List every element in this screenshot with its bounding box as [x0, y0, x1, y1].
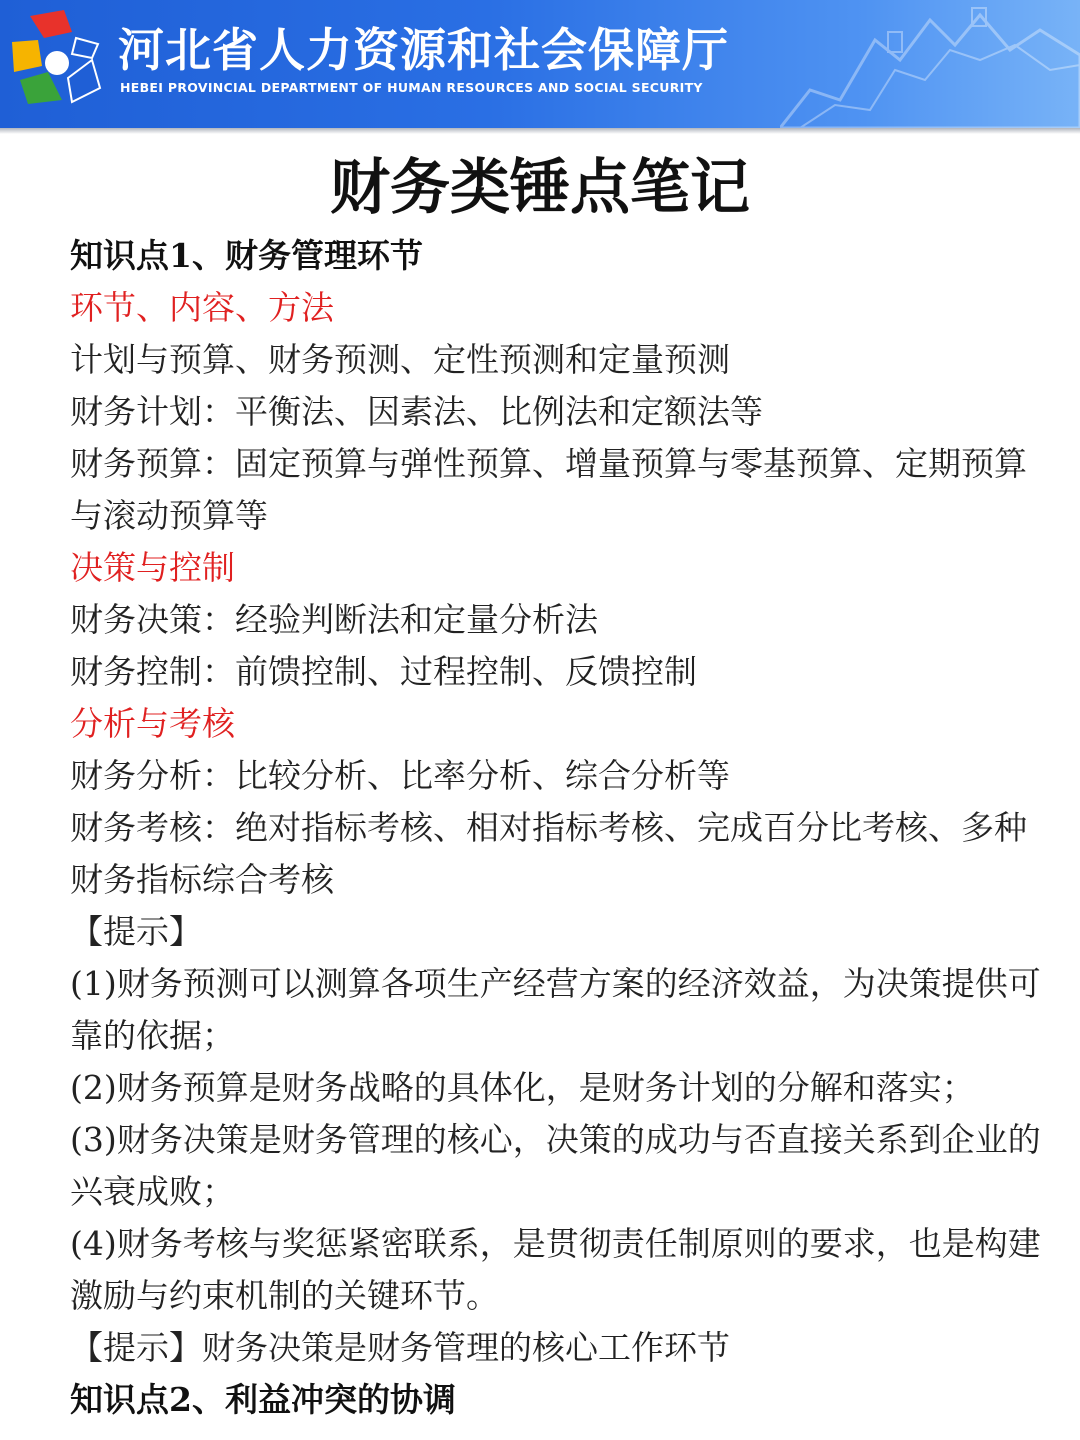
tip-label: 【提示】	[70, 912, 202, 951]
tip-item: (2)财务预算是财务战略的具体化，是财务计划的分解和落实；	[70, 1068, 975, 1107]
banner-shadow	[0, 128, 1080, 134]
department-name-english: HEBEI PROVINCIAL DEPARTMENT OF HUMAN RESOURCES AND SOCIAL SECURITY	[120, 80, 703, 95]
note-line: 财务预算：固定预算与弹性预算、增量预算与零基预算、定期预算与滚动预算等	[70, 444, 1027, 535]
note-line: 计划与预算、财务预测、定性预测和定量预测	[70, 340, 730, 379]
tip-item: (1)财务预测可以测算各项生产经营方案的经济效益，为决策提供可靠的依据；	[70, 964, 1041, 1055]
header-banner	[0, 0, 1080, 128]
note-line: 财务计划：平衡法、因素法、比例法和定额法等	[70, 392, 763, 431]
section-heading-2: 知识点2、利益冲突的协调	[70, 1380, 456, 1419]
note-line: 财务控制：前馈控制、过程控制、反馈控制	[70, 652, 697, 691]
great-wall-decoration-icon	[780, 0, 1080, 128]
subheading-analysis-assessment: 分析与考核	[70, 704, 235, 743]
tip-item: (3)财务决策是财务管理的核心，决策的成功与否直接关系到企业的兴衰成败；	[70, 1120, 1041, 1211]
note-line: 财务考核：绝对指标考核、相对指标考核、完成百分比考核、多种财务指标综合考核	[70, 808, 1027, 899]
subheading-decision-control: 决策与控制	[70, 548, 235, 587]
subheading-steps: 环节、内容、方法	[70, 288, 334, 327]
section-heading-1: 知识点1、财务管理环节	[70, 236, 423, 275]
page-title: 财务类锤点笔记	[330, 153, 750, 223]
hrss-logo-icon	[2, 8, 102, 108]
note-line: 财务决策：经验判断法和定量分析法	[70, 600, 598, 639]
notes-content	[70, 230, 1045, 1426]
note-line: 财务分析：比较分析、比率分析、综合分析等	[70, 756, 730, 795]
tip-summary: 【提示】财务决策是财务管理的核心工作环节	[70, 1328, 730, 1367]
department-name: 河北省人力资源和社会保障厅	[118, 23, 729, 77]
tip-item: (4)财务考核与奖惩紧密联系，是贯彻责任制原则的要求，也是构建激励与约束机制的关键环节。	[70, 1224, 1041, 1315]
